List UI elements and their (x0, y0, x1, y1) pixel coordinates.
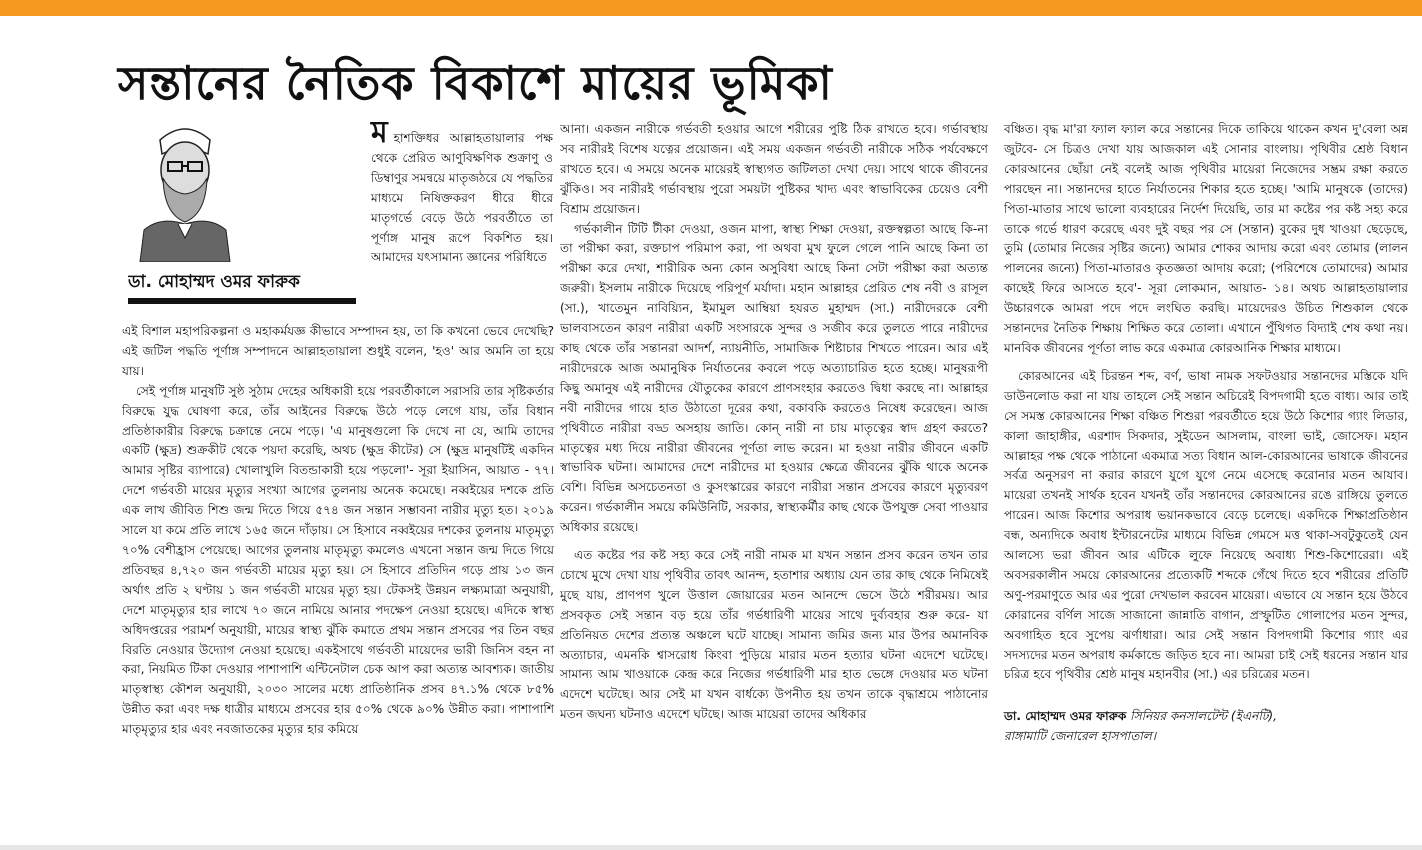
intro-text: হাশক্তিধর আল্লাহতায়ালার পক্ষ থেকে প্রেরিত আণুবিক্ষণিক শুক্রাণু ও ডিম্বাণুর সমন্বয়ে মাতৃজঠরে যে পদ্ধতির মাধ্যমে নিষিক্তকরণ ধীরে ধীরে মাতৃগর্ভে বেড়ে উঠে পরবর্তীতে তা পূর্ণাঙ্গ মানুষ রূপে বিকশিত হয়। আমাদের যৎসামান্য জ্ঞানের পরিধিতে (371, 131, 553, 265)
headline: সন্তানের নৈতিক বিকাশে মায়ের ভূমিকা (118, 56, 833, 110)
author-note-hospital: রাঙ্গামাটি জেনারেল হাসপাতাল। (1004, 729, 1157, 744)
bottom-rule (0, 845, 1422, 850)
column-2-paragraph: গর্ভকালীন টিটি টীকা দেওয়া, ওজন মাপা, স্বাস্থ্য শিক্ষা দেওয়া, রক্তস্বল্পতা আছে কি-না তা পরীক্ষা করা, রক্তচাপ পরিমাপ করা, পা অথবা মুখ ফুলে গেলে পানি আছে কিনা তা পরীক্ষা করে দেখা, শারীরিক অন্য কোন অসুবিধা আছে কিনা সেটা পরীক্ষা করা অত্যন্ত জরুরী। ইসলাম নারীকে দিয়েছে পরিপূর্ণ মর্যাদা। মহান আল্লাহর প্রেরিত শেষ নবী ও রাসূল (সা.), খাতেমুন নাবিয়্যিন, ইমামুল আম্বিয়া হযরত মুহাম্মদ (সা.) নারীদেরকে বেশী ভালবাসতেন কারণ নারীরা একটি সংসারকে সুন্দর ও সজীব করে তুলতে পারে নারীদের কাছ থেকে তাঁর সন্তানরা আদর্শ, ন্যায়নীতি, সামাজিক শিষ্টাচার শিখতে পারেন। আর এই নারীদেরকে আজ অমানুষিক নির্যাতনের কবলে পড়ে অত্যাচারিত হতে হচ্ছে। মানুষরূপী কিছু অমানুষ এই নারীদের যৌতুকের কারণে প্রাণসংহার করতেও দ্বিধা করছে না। আল্লাহর নবী নারীদের গায়ে হাত উঠাতো দূরের কথা, বকাবকি করতেও নিষেধ করেছেন। আজ পৃথিবীতে নারীরা বড্ড অসহায় জাতি। কোন্ নারী না চায় মাতৃত্বের স্বাদ গ্রহণ করতে? মাতৃত্বের মধ্য দিয়ে নারীরা জীবনের পূর্ণতা লাভ করেন। মা হওয়া নারীর জীবনে একটি স্বাভাবিক ঘটনা। আমাদের দেশে নারীদের মা হওয়ার ক্ষেত্রে জীবনের ঝুঁকি থাকে অনেক বেশি। বিভিন্ন অসচেতনতা ও কুসংস্কারের কারণে নারীরা সন্তান প্রসবের কারণে মৃত্যুবরণ করেন। গর্ভকালীন সময়ে কমিউনিটি, সরকার, স্বাস্থ্যকর্মীর কাছ থেকে উপযুক্ত সেবা পাওয়ার অধিকার রয়েছে। (560, 221, 988, 535)
column-3-paragraph: কোরআনের এই চিরন্তন শব্দ, বর্ণ, ভাষা নামক সফটওয়ার সন্তানদের মস্তিকে যদি ডাউনলোড করা না যায় তাহলে সেই সন্তান অচিরেই বিপদগামী হতে বাধ্য। আর তাই সে সমস্ত কোরআনের শিক্ষা বঞ্চিত শিশুরা পরবর্তীতে হয়ে উঠে কিশোর গ্যাং লিডার, কালা জাহাঙ্গীর, এরশাদ সিকদার, সুইডেন আসলাম, বাংলা ভাই, জোসেফ। মহান আল্লাহর পক্ষ থেকে পাঠানো একমাত্র সত্য বিধান আল-কোরআনের ভাষাকে জীবনের সর্বত্র অনুসরণ না করার কারণে যুগে যুগে নেমে এসেছে করোনার মতন আযাব। মায়েরা তখনই সার্থক হবেন যখনই তাঁর সন্তানদের কোরআনের রঙে রাঙ্গিয়ে তুলতে পারেন। আজ কিশোর অপরাধ ভয়ানকভাবে বেড়ে চলেছে। একদিকে শিক্ষাপ্রতিষ্ঠান বন্ধ, অন্যদিকে অবাধ ইন্টারনেটের মাধ্যমে বিভিন্ন গেমসে মত্ত থাকা-সবটুকুতেই যেন আলস্যে ভরা জীবন আর এটিকে লুফে নিয়েছে অবাধ্য শিশু-কিশোরেরা। এই অবসরকালীন সময়ে কোরআনের প্রত্যেকটি শব্দকে গেঁথে দিতে হবে শরীরের প্রতিটি অণু-পরমাণুতে আর এর পুরো দেখভাল করবেন মায়েরা। এভাবে যে সন্তান হয়ে উঠবে কোরানের বর্ণিল সাজে সাজানো জান্নাতি বাগান, প্রস্ফুটিত গোলাপের মতন সুন্দর, অবগাহিত হবে সুপেয় ঝর্ণাধারা। আর সেই সন্তান বিপদগামী কিশোর গ্যাং এর সদস্যদের মতন অপরাধ কর্মকান্ডে জড়িত হবে না। আমরা চাই সেই ধরনের সন্তান যার চরিত্র হবে পৃথিবীর শ্রেষ্ঠ মানুষ মহানবীর (সা.) এর চরিত্রের মতন। (1004, 368, 1408, 682)
author-note-designation: সিনিয়র কনসালটেন্ট (ইএনটি), (1130, 709, 1277, 724)
author-note (1004, 707, 1408, 747)
top-accent-bar (0, 0, 1422, 16)
column-1-paragraph: সেই পূর্ণাঙ্গ মানুষটি সুষ্ঠ সুঠাম দেহের অধিকারী হয়ে পরবর্তীকালে সরাসরি তার সৃষ্টিকর্তার বিরুদ্ধে যুদ্ধ ঘোষণা করে, তাঁর আইনের বিরুদ্ধে উঠে পড়ে লেগে যায়, তাঁর বিধান প্রতিষ্ঠাকারীর বিরুদ্ধে চক্রান্তে নেমে পড়ে। 'এ মানুষগুলো কি দেখে না যে, আমি তাদের একটি (ক্ষুদ্র) শুক্রকীট থেকে পয়দা করেছি, অথচ (ক্ষুদ্র কীটের) সে (ক্ষুদ্র মানুষটিই একদিন আমার সৃষ্টির ব্যাপারে) খোলাখুলি বিতন্ডাকারী হয়ে পড়লো'- সূরা ইয়াসিন, আয়াত - ৭৭। দেশে গর্ভবতী মায়ের মৃত্যুর সংখ্যা আগের তুলনায় অনেক কমেছে। নব্বইয়ের দশকে প্রতি এক লাখ জীবিত শিশু জন্ম দিতে গিয়ে ৫৭৪ জন সন্তান সম্ভাবনা নারীর মৃত্যু হত। ২০১৯ সালে যা কমে প্রতি লাখে ১৬৫ জনে দাঁড়ায়। সে হিসাবে নব্বইয়ের দশকের তুলনায় মাতৃমৃত্যু ৭০% বেশীহ্রাস পেয়েছে। আগের তুলনায় মাতৃমৃত্যু কমলেও এখনো সন্তান জন্ম দিতে গিয়ে প্রতিবছর ৪,৭২০ জন গর্ভবতী মায়ের মৃত্যু হয়। সে হিসাবে প্রতিদিন গড়ে প্রায় ১৩ জন অর্থাৎ প্রতি ২ ঘণ্টায় ১ জন গর্ভবতী মায়ের মৃত্যু হয়। টেকসই উন্নয়ন লক্ষ্যমাত্রা অনুযায়ী, দেশে মাতৃমৃত্যুর হার লাখে ৭০ জনে নামিয়ে আনার পদক্ষেপ নেওয়া হয়েছে। এদিকে স্বাস্থ্য অধিদপ্তরের পরামর্শ অনুযায়ী, মায়ের স্বাস্থ্য ঝুঁকি কমাতে প্রথম সন্তান প্রসবের পর তিন বছর বিরতি নেওয়ার উদ্যোগ নেওয়া হয়েছে। একইসাথে গর্ভবতী মায়েদের ভারী জিনিস বহন না করা, নিয়মিত টিকা দেওয়ার পাশাপাশি এন্টিনেটাল চেক আপ করা অত্যন্ত আবশ্যক। জাতীয় মাতৃস্বাস্থ্য কৌশল অনুযায়ী, ২০৩০ সালের মধ্যে প্রাতিষ্ঠানিক প্রসব ৪৭.১% থেকে ৮৫% উন্নীত করা এবং দক্ষ ধাত্রীর মাধ্যমে প্রসবের হার ৫০% থেকে ৯০% উন্নীত করা। পাশাপাশি মাতৃমৃত্যুর হার এবং নবজাতকের মৃত্যুর হার কমিয়ে (122, 383, 554, 737)
author-photo (130, 112, 240, 262)
column-3-paragraph: বঞ্চিত। বৃদ্ধ মা'রা ফ্যাল ফ্যাল করে সন্তানের দিকে তাকিয়ে থাকেন কখন দু'বেলা অন্ন জুটবে- সে চিত্রও দেখা যায় আজকাল এই সোনার বাংলায়। পৃথিবীর শ্রেষ্ঠ বিধান কোরআনের ছোঁয়া নেই বলেই আজ পৃথিবীর মায়েরা নিজেদের সম্ভ্রম রক্ষা করতে পারছেন না। সন্তানদের হাতে নির্যাতনের শিকার হতে হচ্ছে। 'আমি মানুষকে (তাদের) পিতা-মাতার সাথে ভালো ব্যবহারের নির্দেশ দিয়েছি, তার মা কষ্টের পর কষ্ট সহ্য করে তাকে গর্ভে ধারণ করেছে এবং দুই বছর পর সে (সন্তান) বুকের দুধ খাওয়া ছেড়েছে, তুমি (তোমার নিজের সৃষ্টির জন্যে) আমার শোকর আদায় করো এবং তোমার (লালন পালনের জন্যে) পিতা-মাতারও কৃতজ্ঞতা আদায় করো; (পরিশেষে তোমাদের) আমার কাছেই ফিরে আসতে হবে'- সূরা লোকমান, আয়াত- ১৪। অথচ আল্লাহতায়ালার উচ্চারণকে আমরা পদে পদে লংঘিত করছি। মায়েদেরও উচিত শিশুকাল থেকে সন্তানদের নৈতিক শিক্ষায় শিক্ষিত করে তোলা। এখানে পুঁথিগত বিদ্যাই শেষ কথা নয়। মানবিক জীবনের পূর্ণতা লাভ করে একমাত্র কোরআনিক শিক্ষার মাধ্যমে। (1004, 122, 1408, 355)
column-1-body (122, 322, 554, 740)
author-byline: ডা. মোহাম্মদ ওমর ফারুক (128, 268, 356, 304)
author-note-name: ডা. মোহাম্মদ ওমর ফারুক (1004, 709, 1127, 724)
column-2-paragraph: এত কষ্টের পর কষ্ট সহ্য করে সেই নারী নামক মা যখন সন্তান প্রসব করেন তখন তার চোখে মুখে দেখা যায় পৃথিবীর তাবৎ আনন্দ, হতাশার অধ্যায় যেন তার কাছ থেকে নিমিষেই মুছে যায়, প্রাণপণ খুলে উত্তাল জোয়ারের মতন আনন্দে ভেসে উঠে শরীরময়। আর প্রসবকৃত সেই সন্তান বড় হয়ে তাঁর গর্ভধারিণী মায়ের সাথে দুর্ব্যবহার শুরু করে- যা প্রতিনিয়ত দেশের প্রত্যন্ত অঞ্চলে ঘটে যাচ্ছে। সামান্য জমির জন্য মার উপর অমানবিক অত্যাচার, এমনকি শ্বাসরোধ কিংবা পুড়িয়ে মারার মতন হত্যার ঘটনা এদেশে ঘটেছে। সামান্য আম খাওয়াকে কেন্দ্র করে নিজের গর্ভধারিণী মার হাত ভেঙ্গে দেওয়ার মত ঘটনা এদেশে ঘটেছে। আর সেই মা যখন বার্ধক্যে উপনীত হয় তখন তাকে বৃদ্ধাশ্রমে পাঠানোর মতন জঘন্য ঘটনাও এদেশে ঘটছে। আজ মায়েরা তাদের অধিকার (560, 548, 988, 722)
column-2-body (560, 120, 988, 725)
column-3-body (1004, 120, 1408, 747)
drop-cap: ম (371, 115, 388, 150)
column-2-paragraph: আনা। একজন নারীকে গর্ভবতী হওয়ার আগে শরীরের পুষ্টি ঠিক রাখতে হবে। গর্ভাবস্থায় সব নারীরই বিশেষ যত্নের প্রয়োজন। এই সময় একজন গর্ভবতী নারীকে সঠিক পর্যবেক্ষণে রাখতে হবে। এ সময়ে অনেক মায়েরই স্বাস্থ্যগত জটিলতা দেখা দেয়। সাথে থাকে জীবনের ঝুঁকিও। সব নারীরই গর্ভাবস্থায় পুরো সময়টা পুষ্টিকর খাদ্য এবং স্বাভাবিকের চেয়েও বেশী বিশ্রাম প্রয়োজন। (560, 122, 988, 216)
intro-paragraph (371, 115, 553, 268)
column-1-paragraph: এই বিশাল মহাপরিকল্পনা ও মহাকর্মযজ্ঞ কীভাবে সম্পাদন হয়, তা কি কখনো ভেবে দেখেছি? এই জটিল পদ্ধতি পূর্ণাঙ্গ সম্পাদনে আল্লাহতায়ালা শুধুই বলেন, 'হও' আর অমনি তা হয়ে যায়। (122, 324, 554, 378)
